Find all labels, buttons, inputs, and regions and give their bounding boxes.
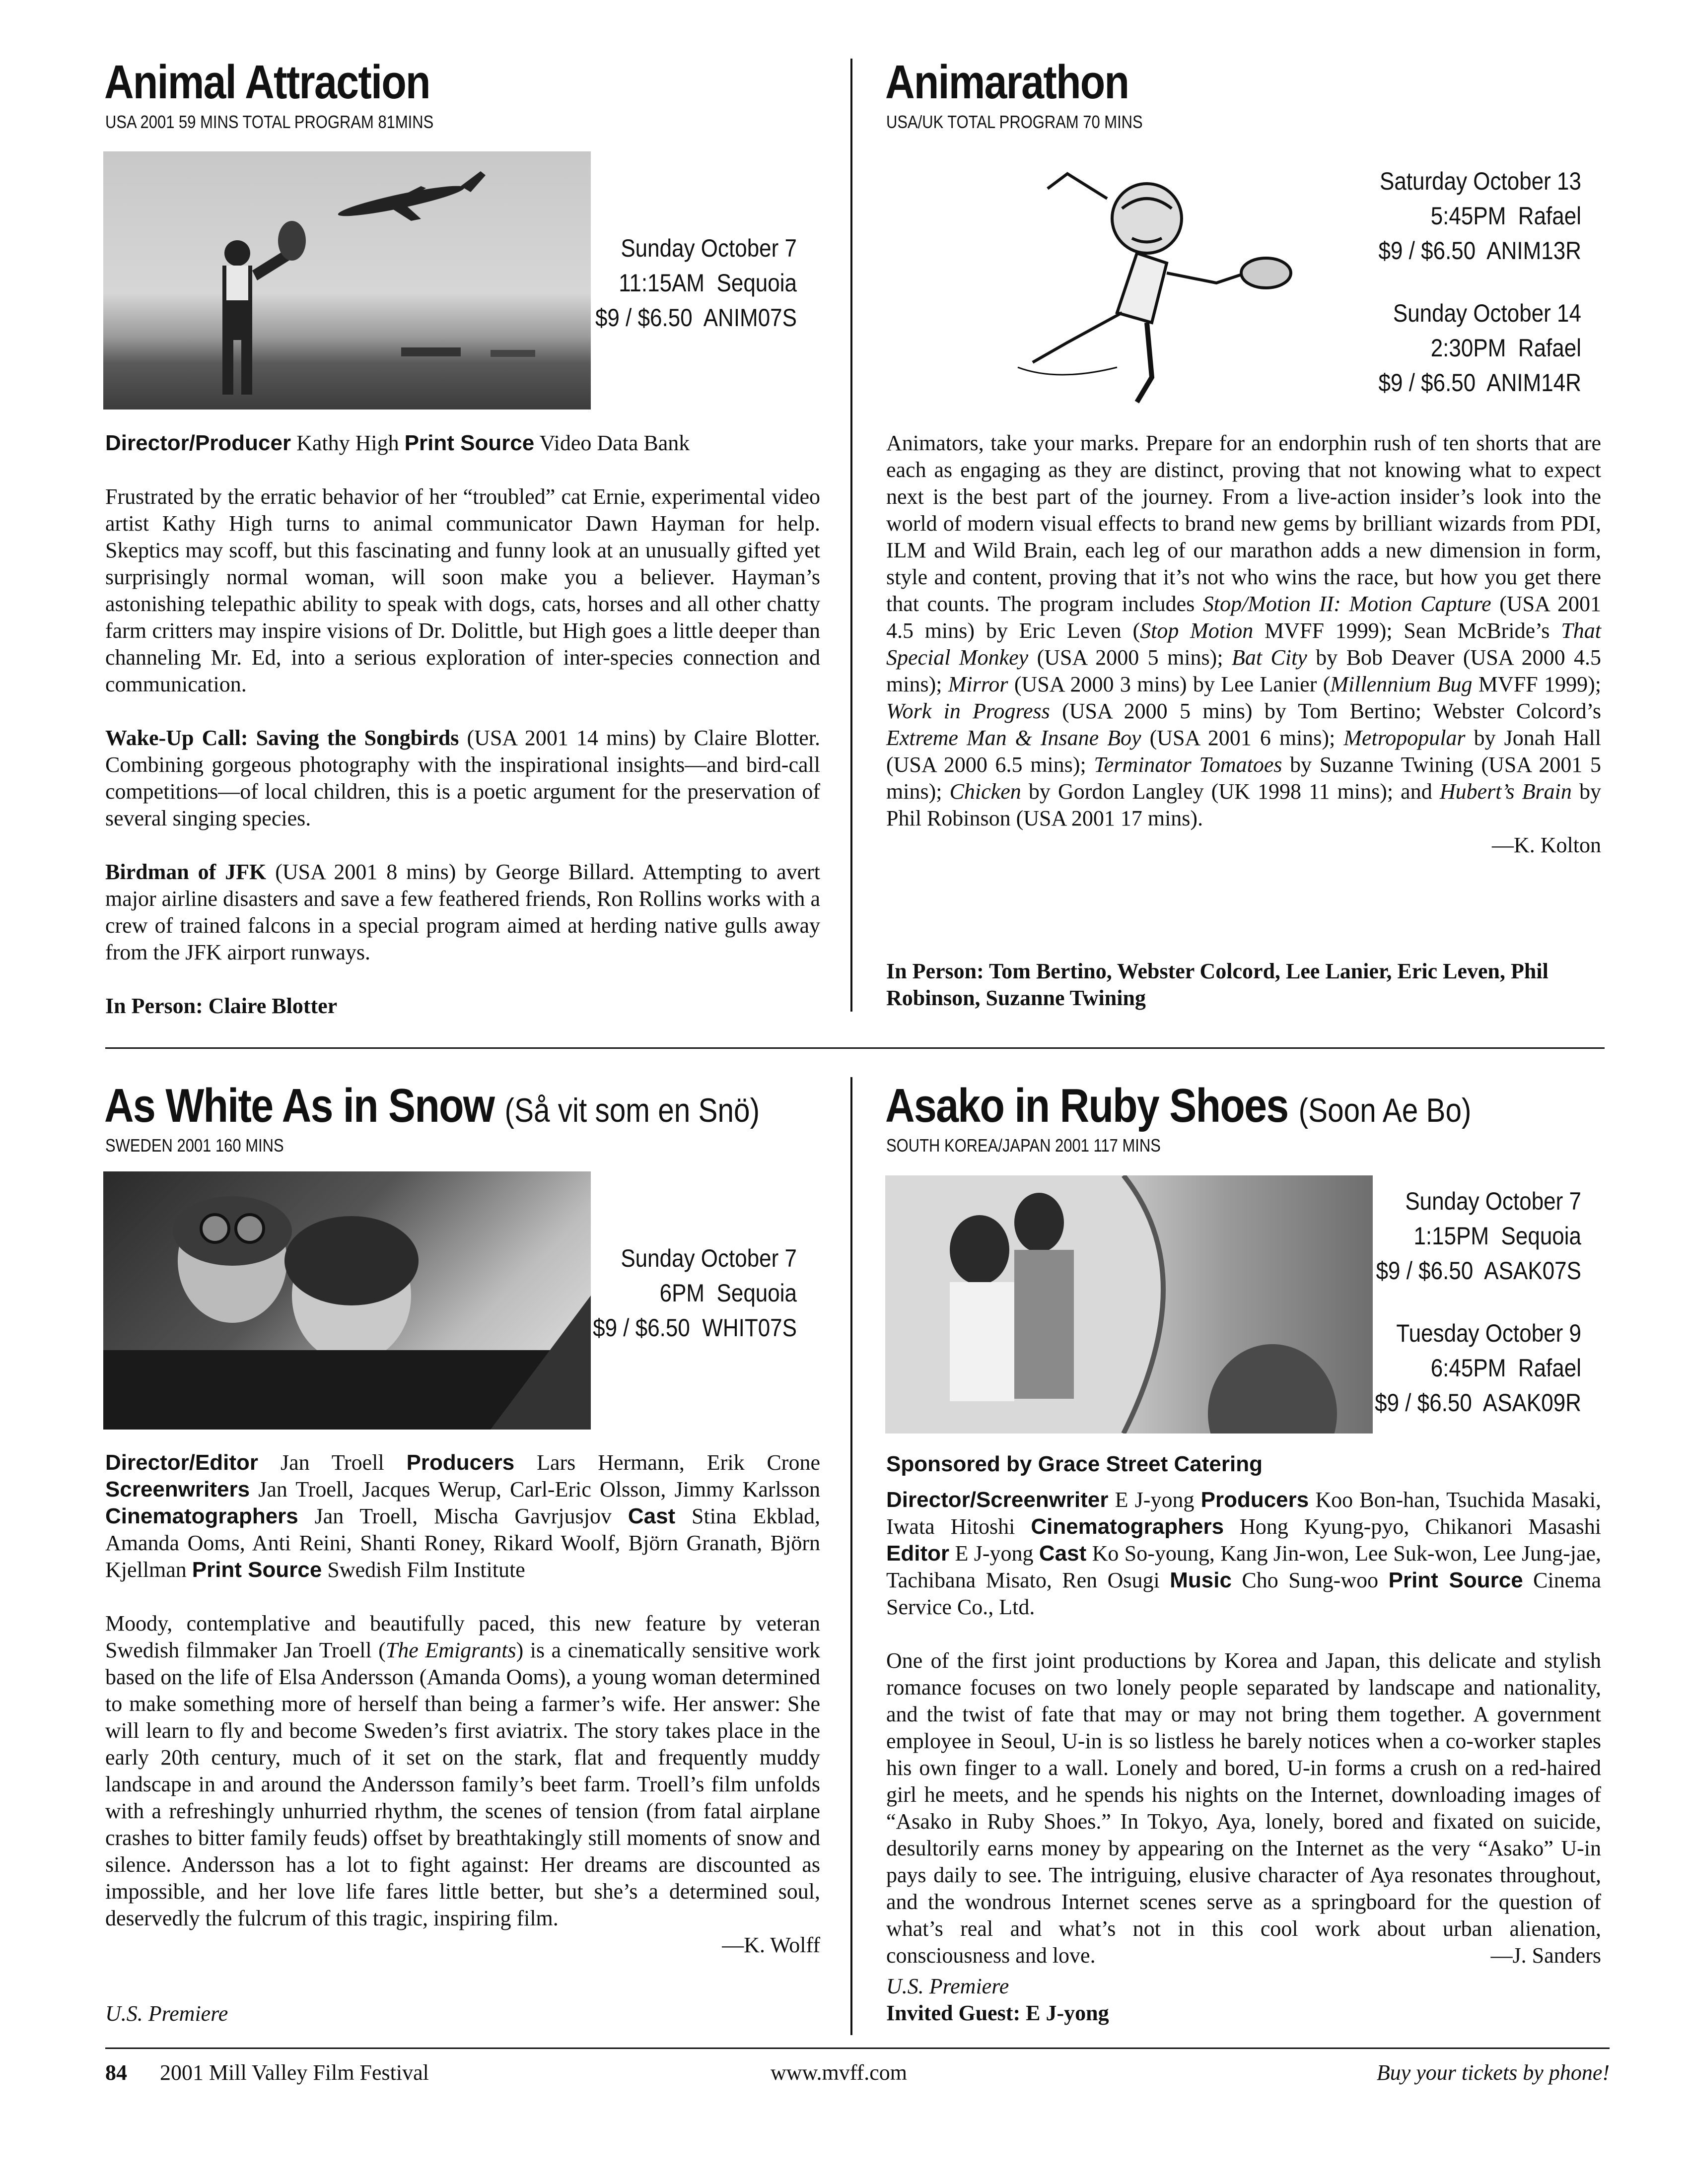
showtime-date: Tuesday October 9 <box>1396 1319 1581 1347</box>
film-title-italic: Metropopular <box>1343 726 1466 750</box>
showtime-time-venue: 5:45PM Rafael <box>1430 202 1581 230</box>
film-title-italic: That Special Monkey <box>886 618 1601 670</box>
credit-value: Jan Troell, Mischa Gavrjusjov <box>298 1504 628 1528</box>
film-body-asako <box>886 1487 1601 1969</box>
film-body-animal-attraction <box>105 430 820 1020</box>
column-divider-top <box>850 59 852 1012</box>
credit-value: Ko So-young, Kang Jin-won, Lee Suk-won, Lee Jung-jae, Tachibana Misato, Ren Osugi <box>886 1541 1601 1592</box>
credit-label: Producers <box>406 1450 515 1475</box>
film-title-asako <box>885 1079 1472 1132</box>
showtime-date: Saturday October 13 <box>1379 167 1581 195</box>
description-text: (USA 2001 6 mins); <box>1141 726 1344 750</box>
showtime-date: Sunday October 7 <box>621 1244 797 1272</box>
credit-label: Producers <box>1200 1488 1309 1512</box>
short-film-entry <box>105 859 820 966</box>
showtime-price-code: $9 / $6.50 ANIM14R <box>1378 369 1581 397</box>
credit-label: Cinematographers <box>105 1504 298 1528</box>
credit-label: Print Source <box>1388 1568 1523 1592</box>
credit-value: Swedish Film Institute <box>322 1558 525 1582</box>
title-text: Asako in Ruby Shoes <box>885 1079 1288 1132</box>
description-text: MVFF 1999); Sean McBride’s <box>1253 618 1561 643</box>
showtime-time-venue: 2:30PM Rafael <box>1430 334 1581 362</box>
showtimes-asako <box>1319 1184 1581 1420</box>
film-title-italic: Work in Progress <box>886 699 1050 723</box>
description-text: by Phil Robinson (USA 2001 17 mins). <box>886 779 1602 830</box>
alternate-title: (Soon Ae Bo) <box>1298 1092 1472 1129</box>
description-text: ) is a cinematically sensitive work based on the life of Elsa Andersson (Amanda Ooms), a young woman determined to make something more of herself than being a farmer’s wife. Her answer: She will learn to fly and become Sweden’s first aviatrix. The story takes place in the early 20th century, much of it set on the stark, flat and frequently muddy landscape in and around the Andersson family’s beet farm. Troell’s film unfolds with a refreshingly unhurried rhythm, the scenes of tension (from fatal airplane crashes to bitter family feuds) offset by breathtakingly still moments of snow and silence. Andersson has a lot to fight against: Her dreams are discounted as impossible, and her love life fares little better, but she’s a determined soul, deservedly the fulcrum of this tragic, inspiring film. <box>105 1638 820 1930</box>
description-text: MVFF 1999); <box>1472 672 1602 696</box>
description-text: (USA 2000 5 mins) by Tom Bertino; Webster Colcord’s <box>1050 699 1602 723</box>
showtime-time-venue: 6:45PM Rafael <box>1430 1354 1581 1382</box>
credit-label: Music <box>1170 1568 1232 1592</box>
film-meta-animarathon: USA/UK TOTAL PROGRAM 70 MINS <box>886 112 1143 132</box>
film-still-animal-attraction <box>103 151 591 410</box>
credit-label: Director/Editor <box>105 1450 259 1475</box>
film-title-italic: Stop Motion <box>1140 618 1254 643</box>
showtime-price-code: $9 / $6.50 ANIM13R <box>1378 237 1581 265</box>
footer-rule <box>105 2048 1610 2049</box>
ticket-tagline: Buy your tickets by phone! <box>1376 2060 1610 2085</box>
column-divider-bottom <box>850 1077 852 2035</box>
invited-guest: Invited Guest: E J-yong <box>886 2001 1109 2025</box>
credit-value: Stina Ekblad, Amanda Ooms, Anti Reini, Shanti Roney, Rikard Woolf, Björn Granath, Björn Kjellman <box>105 1504 820 1582</box>
film-body-animarathon <box>886 430 1601 859</box>
description-text: by Gordon Langley (UK 1998 11 mins); and <box>1021 779 1440 804</box>
film-title-animal-attraction: Animal Attraction <box>104 56 430 109</box>
title-text: As White As in Snow <box>104 1079 494 1132</box>
website-link[interactable]: www.mvff.com <box>771 2060 907 2085</box>
film-title-italic: Mirror <box>948 672 1008 696</box>
showtime-time-venue: 11:15AM Sequoia <box>619 269 797 297</box>
showtime-price-code: $9 / $6.50 ASAK07S <box>1376 1257 1581 1285</box>
film-meta-asako: SOUTH KOREA/JAPAN 2001 117 MINS <box>886 1135 1161 1156</box>
description-text: by Bob Deaver (USA 2000 4.5 mins); <box>886 645 1601 696</box>
credit-label: Cinematographers <box>1031 1514 1224 1539</box>
film-meta-as-white: SWEDEN 2001 160 MINS <box>105 1135 284 1156</box>
credit-value: Cho Sung-woo <box>1231 1568 1389 1592</box>
credit-value: Jan Troell <box>258 1450 407 1475</box>
short-title: Birdman of JFK <box>105 860 267 884</box>
credit-label: Print Source <box>192 1558 322 1582</box>
festival-name: 2001 Mill Valley Film Festival <box>160 2060 429 2085</box>
short-text: (USA 2001 14 mins) by Claire Blotter. Combining gorgeous photography with the inspirational insights—and bird-call competitions—of local children, this is a poetic argument for the preservation of several singing species. <box>105 726 820 830</box>
description-text: by Jonah Hall (USA 2000 6.5 mins); <box>886 726 1601 777</box>
film-title-italic: Hubert’s Brain <box>1439 779 1572 804</box>
short-text: (USA 2001 8 mins) by George Billard. Attempting to avert major airline disasters and save a few feathered friends, Ron Rollins works with a crew of trained falcons in a special program aimed at herding native gulls away from the JFK airport runways. <box>105 860 821 964</box>
credits <box>105 1449 820 1583</box>
description-text: Animators, take your marks. Prepare for an endorphin rush of ten shorts that are each as engaging as they are distinct, proving that not knowing what to expect next is the best part of the journey. From a live-action insider’s look into the world of modern visual effects to brand new gems by brilliant wizards from PDI, ILM and Wild Brain, each leg of our marathon adds a new dimension in form, style and content, proving that it’s not who wins the race, but how you get there that counts. The program includes <box>886 431 1601 616</box>
showtime-time-venue: 6PM Sequoia <box>659 1279 797 1307</box>
showtimes-animal-attraction <box>535 231 797 335</box>
alternate-title: (Så vit som en Snö) <box>504 1092 760 1129</box>
description-text: Moody, contemplative and beautifully paced, this new feature by veteran Swedish filmmaker Jan Troell ( <box>105 1611 820 1662</box>
film-title-italic: Bat City <box>1231 645 1307 670</box>
credit-label: Print Source <box>404 431 535 455</box>
film-title-as-white-as-in-snow <box>104 1079 760 1132</box>
film-title-italic: Terminator Tomatoes <box>1094 752 1282 777</box>
review-author: —J. Sanders <box>1490 1943 1601 1968</box>
premiere-note: U.S. Premiere <box>105 2001 228 2026</box>
short-film-entry <box>105 725 820 832</box>
film-title-animarathon: Animarathon <box>885 56 1129 109</box>
film-title-italic: The Emigrants <box>385 1638 516 1662</box>
credits <box>886 1487 1601 1621</box>
credit-label: Director/Producer <box>105 431 291 455</box>
description-text: (USA 2000 5 mins); <box>1028 645 1232 670</box>
film-body-as-white <box>105 1449 820 1959</box>
credit-value: Lars Hermann, Erik Crone <box>514 1450 820 1475</box>
showtimes-as-white <box>535 1241 797 1345</box>
credit-label: Cast <box>628 1504 676 1528</box>
short-title: Wake-Up Call: Saving the Songbirds <box>105 726 459 750</box>
section-divider <box>105 1047 1605 1049</box>
credit-value: Hong Kyung-pyo, Chikanori Masashi <box>1224 1514 1601 1539</box>
credit-value: Koo Bon-han, Tsuchida Masaki, Iwata Hitoshi <box>886 1488 1602 1539</box>
credit-label: Director/Screenwriter <box>886 1488 1109 1512</box>
asako-footer-notes <box>886 1973 1581 2027</box>
credit-label: Screenwriters <box>105 1477 250 1502</box>
showtime-time-venue: 1:15PM Sequoia <box>1413 1222 1581 1250</box>
description-text: (USA 2000 3 mins) by Lee Lanier ( <box>1008 672 1331 696</box>
review-author: —K. Kolton <box>1492 833 1601 857</box>
film-still-asako <box>885 1175 1373 1433</box>
description-text: by Suzanne Twining (USA 2001 5 mins); <box>886 752 1602 804</box>
cartoon-illustration-animarathon <box>988 154 1306 412</box>
review-author: —K. Wolff <box>722 1933 820 1957</box>
page-footer <box>105 2060 1610 2090</box>
film-still-as-white <box>103 1171 591 1430</box>
film-meta-animal-attraction: USA 2001 59 MINS TOTAL PROGRAM 81MINS <box>105 112 434 132</box>
showtime-date: Sunday October 7 <box>621 234 797 262</box>
showtime-price-code: $9 / $6.50 WHIT07S <box>593 1314 797 1342</box>
description <box>886 430 1601 832</box>
description-text: (USA 2001 4.5 mins) by Eric Leven ( <box>886 592 1602 643</box>
credit-value: E J-yong <box>1108 1488 1201 1512</box>
credit-value: Kathy High <box>296 431 399 455</box>
showtime-date: Sunday October 7 <box>1405 1187 1581 1215</box>
description: One of the first joint productions by Korea and Japan, this delicate and stylish romance focuses on two lonely people separated by landscape and nationality, and the twist of fate that may or may not bring them together. A government employee in Seoul, U-in is so listless he barely notices when a co-worker staples his own finger to a wall. Lonely and bored, U-in forms a crush on a red-haired girl he meets, and he spends his nights on the Internet, downloading images of “Asako in Ruby Shoes.” In Tokyo, Aya, lonely, bored and fixated on suicide, desultorily earns money by appearing on the Internet as the very “Asako” U-in pays daily to see. The intriguing, elusive character of Aya resonates throughout, and the wondrous Internet scenes serve as a springboard for the question of what’s real and what’s not in this cool work about urban alienation, consciousness and love. <box>886 1648 1601 1968</box>
description <box>105 1610 820 1932</box>
film-title-italic: Extreme Man & Insane Boy <box>886 726 1141 750</box>
film-title-italic: Chicken <box>949 779 1021 804</box>
showtime-price-code: $9 / $6.50 ANIM07S <box>595 304 797 332</box>
credits <box>105 430 820 457</box>
sponsor-line: Sponsored by Grace Street Catering <box>886 1452 1263 1476</box>
showtime-price-code: $9 / $6.50 ASAK09R <box>1375 1389 1581 1417</box>
credit-value: E J-yong <box>949 1541 1039 1566</box>
film-title-italic: Stop/Motion II: Motion Capture <box>1202 592 1491 616</box>
credit-label: Cast <box>1039 1541 1087 1566</box>
credit-value: Jan Troell, Jacques Werup, Carl-Eric Olsson, Jimmy Karlsson <box>250 1477 820 1502</box>
credit-value: Cinema Service Co., Ltd. <box>886 1568 1602 1619</box>
page-number: 84 <box>105 2060 127 2085</box>
premiere-note: U.S. Premiere <box>886 1974 1009 1998</box>
credit-label: Editor <box>886 1541 950 1566</box>
credit-value: Video Data Bank <box>539 431 690 455</box>
description: Frustrated by the erratic behavior of her “troubled” cat Ernie, experimental video artist Kathy High turns to animal communicator Dawn Hayman for help. Skeptics may scoff, but this fascinating and funny look at an unusually gifted yet surprisingly normal woman, will soon make you a believer. Hayman’s astonishing telepathic ability to speak with dogs, cats, horses and all other chatty farm critters may inspire visions of Dr. Dolittle, but High goes a little deeper than channeling Mr. Ed, into a serious exploration of inter-species connection and communication. <box>105 484 820 696</box>
in-person: In Person: Claire Blotter <box>105 994 338 1018</box>
in-person: In Person: Tom Bertino, Webster Colcord, Lee Lanier, Eric Leven, Phil Robinson, Suzanne Twining <box>886 959 1548 1010</box>
showtimes-animarathon <box>1319 164 1581 400</box>
film-title-italic: Millennium Bug <box>1330 672 1473 696</box>
showtime-date: Sunday October 14 <box>1393 299 1581 327</box>
